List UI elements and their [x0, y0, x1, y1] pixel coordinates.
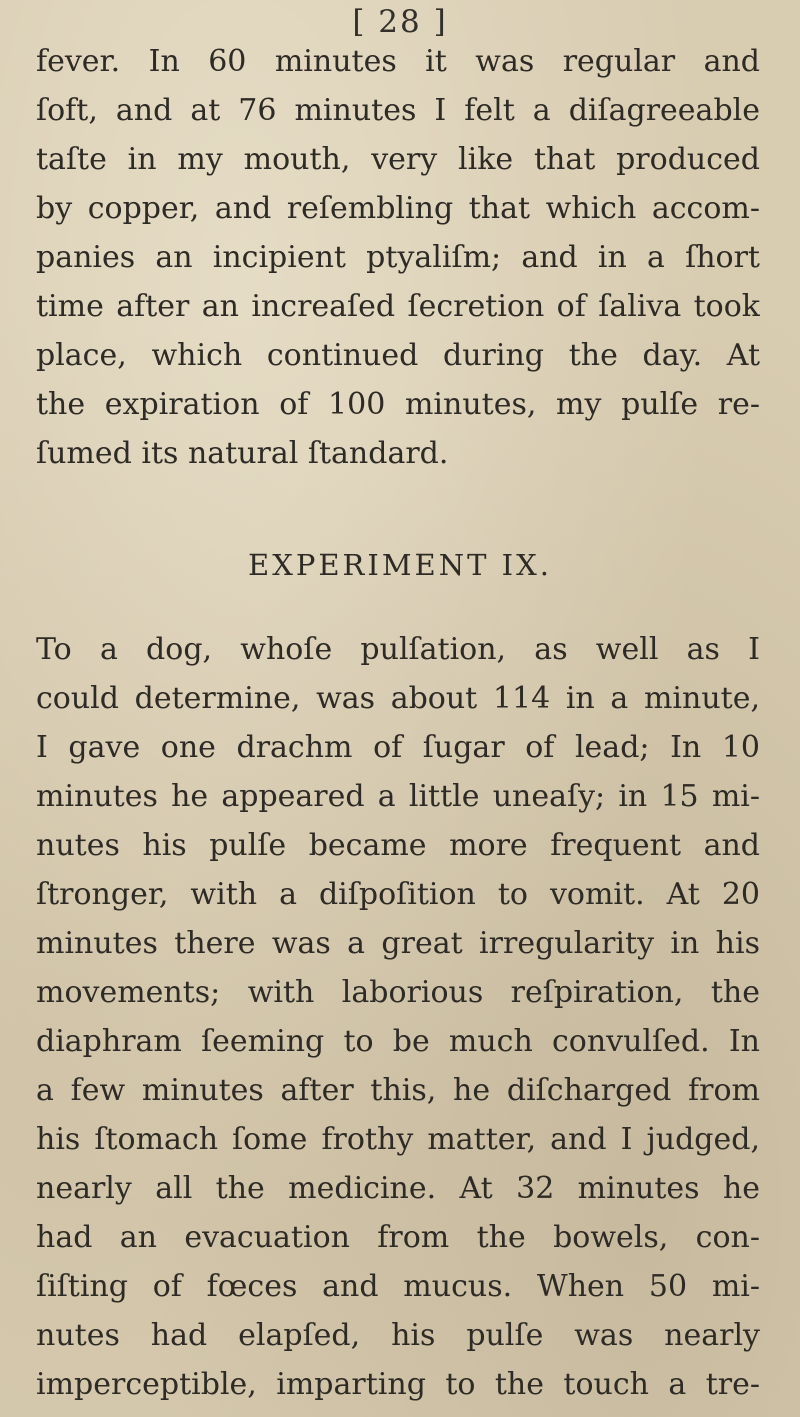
text-line: could determine, was about 114 in a minute,: [36, 681, 760, 716]
text-line: place, which continued during the day. At: [36, 338, 760, 373]
text-line: minutes there was a great irregularity in his: [36, 926, 760, 961]
text-line: nutes his pulſe became more frequent and: [36, 828, 760, 863]
text-line: taſte in my mouth, very like that produced: [36, 142, 760, 177]
section-heading: EXPERIMENT IX.: [248, 548, 552, 582]
text-line: ſtronger, with a diſpoſition to vomit. At 20: [36, 877, 760, 912]
text-line: ſiſting of fœces and mucus. When 50 mi-: [36, 1269, 760, 1304]
text-line: imperceptible, imparting to the touch a tre-: [36, 1367, 760, 1402]
text-line: movements; with laborious reſpiration, the: [36, 975, 760, 1010]
text-line: ſumed its natural ſtandard.: [36, 436, 449, 471]
text-line: nearly all the medicine. At 32 minutes he: [36, 1171, 760, 1206]
text-line: To a dog, whoſe pulſation, as well as I: [36, 632, 760, 667]
text-line: his ſtomach ſome frothy matter, and I judged,: [36, 1122, 760, 1157]
text-line: diaphram ſeeming to be much convulſed. In: [36, 1024, 760, 1059]
text-line: a few minutes after this, he diſcharged from: [36, 1073, 760, 1108]
text-line: time after an increaſed ſecretion of ſaliva took: [36, 289, 760, 324]
text-line: panies an incipient ptyaliſm; and in a ſhort: [36, 240, 760, 275]
text-line: the expiration of 100 minutes, my pulſe re-: [36, 387, 760, 422]
page-number: [ 28 ]: [352, 4, 448, 40]
text-line: I gave one drachm of ſugar of lead; In 10: [36, 730, 760, 765]
text-line: had an evacuation from the bowels, con-: [36, 1220, 760, 1255]
text-line: by copper, and reſembling that which accom-: [36, 191, 760, 226]
text-line: nutes had elapſed, his pulſe was nearly: [36, 1318, 760, 1353]
text-line: ſoft, and at 76 minutes I felt a diſagreeable: [36, 93, 760, 128]
text-line: minutes he appeared a little uneaſy; in 15 mi-: [36, 779, 760, 814]
text-line: fever. In 60 minutes it was regular and: [36, 44, 760, 79]
